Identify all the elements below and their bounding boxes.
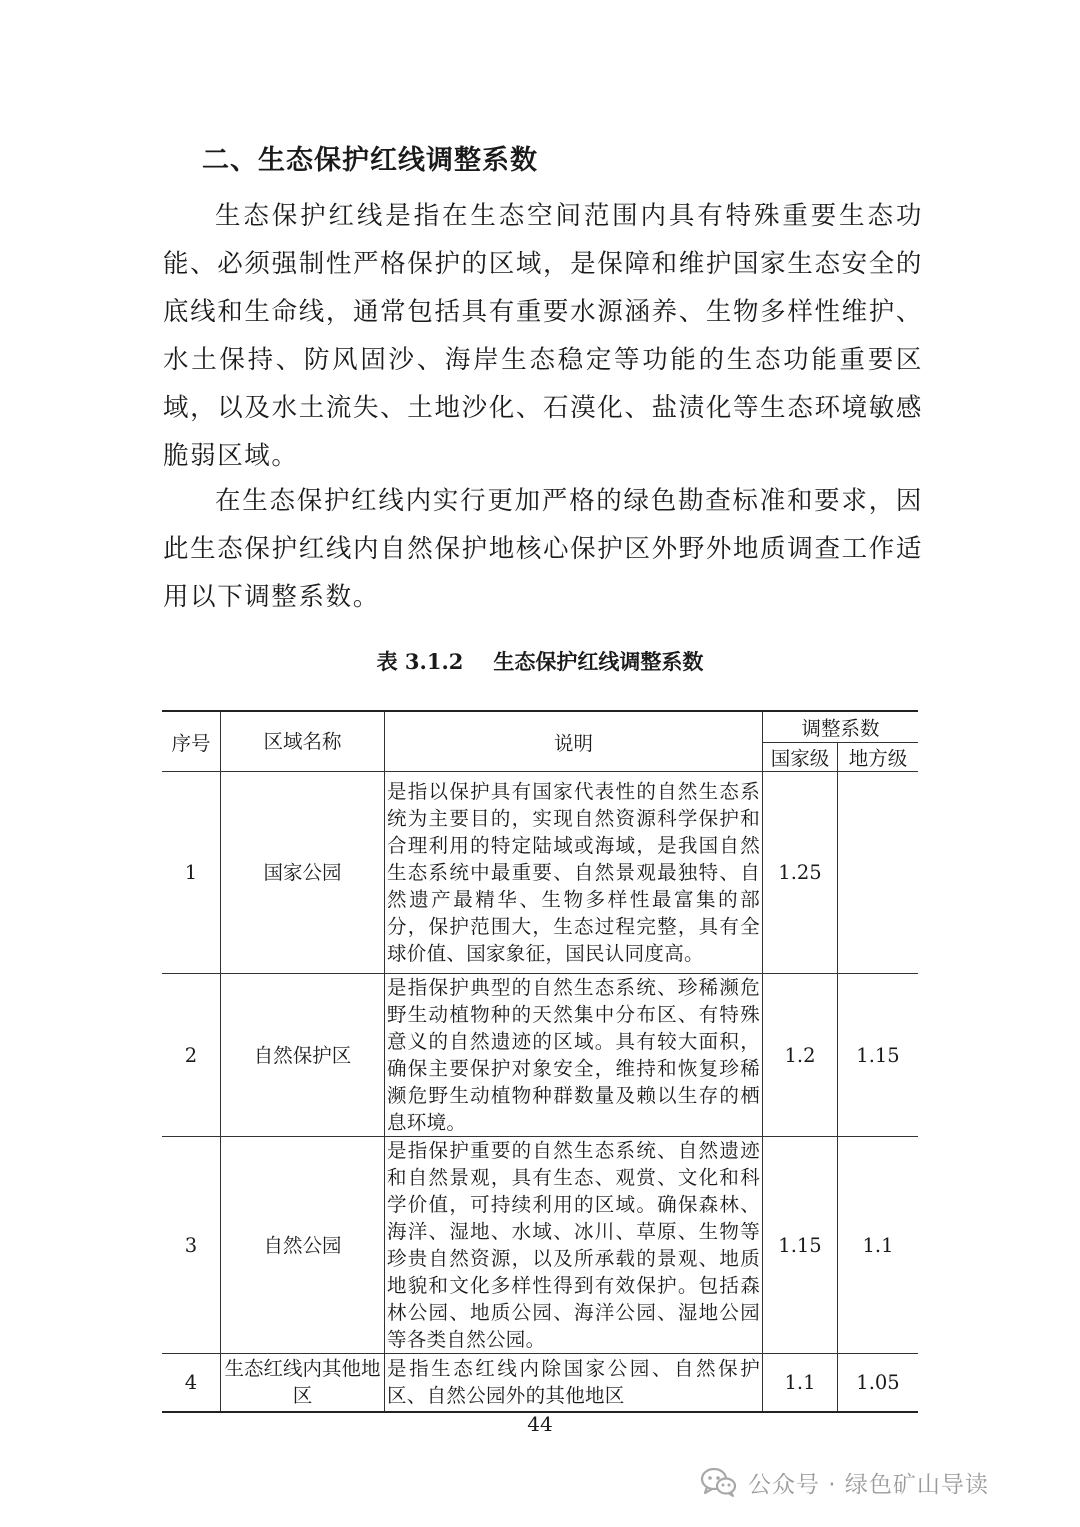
wechat-icon [700, 1466, 738, 1498]
cell-local: 1.05 [838, 1354, 919, 1412]
table-row [162, 1354, 918, 1412]
table-row [162, 772, 918, 974]
cell-national: 1.2 [763, 974, 838, 1137]
cell-description: 是指生态红线内除国家公园、自然保护区、自然公园外的其他地区 [385, 1354, 763, 1412]
cell-name: 国家公园 [221, 772, 385, 974]
header-national: 国家级 [763, 743, 838, 772]
watermark-text: 公众号 · 绿色矿山导读 [748, 1471, 989, 1498]
cell-description: 是指以保护具有国家代表性的自然生态系统为主要目的，实现自然资源科学保护和合理利用的特定陆域或海域，是我国自然生态系统中最重要、自然景观最独特、自然遗产最精华、生物多样性最富集的部分，保护范围大，生态过程完整，具有全球价值、国家象征，国民认同度高。 [385, 772, 763, 974]
cell-index: 3 [162, 1137, 221, 1354]
cell-national: 1.25 [763, 772, 838, 974]
cell-local [838, 772, 919, 974]
table-row [162, 1137, 918, 1354]
header-coef-group: 调整系数 [763, 711, 919, 743]
header-local: 地方级 [838, 743, 919, 772]
cell-description: 是指保护典型的自然生态系统、珍稀濒危野生动植物种的天然集中分布区、有特殊意义的自然遗迹的区域。具有较大面积，确保主要保护对象安全，维持和恢复珍稀濒危野生动植物种群数量及赖以生存的栖息环境。 [385, 974, 763, 1137]
watermark [700, 1462, 989, 1502]
cell-index: 4 [162, 1354, 221, 1412]
cell-national: 1.15 [763, 1137, 838, 1354]
cell-name: 生态红线内其他地区 [221, 1354, 385, 1412]
cell-index: 2 [162, 974, 221, 1137]
table-caption-title: 生态保护红线调整系数 [493, 650, 704, 674]
paragraph-requirement: 在生态保护红线内实行更加严格的绿色勘查标准和要求，因此生态保护红线内自然保护地核心保护区外野外地质调查工作适用以下调整系数。 [163, 486, 923, 612]
table-caption [0, 646, 1080, 676]
section-heading: 二、生态保护红线调整系数 [202, 145, 538, 176]
cell-description: 是指保护重要的自然生态系统、自然遗迹和自然景观，具有生态、观赏、文化和科学价值，可持续利用的区域。确保森林、海洋、湿地、水域、冰川、草原、生物等珍贵自然资源，以及所承载的景观、地质地貌和文化多样性得到有效保护。包括森林公园、地质公园、海洋公园、湿地公园等各类自然公园。 [385, 1137, 763, 1354]
table-caption-number: 表 3.1.2 [376, 649, 464, 674]
header-index: 序号 [162, 711, 221, 772]
cell-index: 1 [162, 772, 221, 974]
paragraph-definition: 生态保护红线是指在生态空间范围内具有特殊重要生态功能、必须强制性严格保护的区域，是保障和维护国家生态安全的底线和生命线，通常包括具有重要水源涵养、生物多样性维护、水土保持、防风固沙、海岸生态稳定等功能的生态功能重要区域，以及水土流失、土地沙化、石漠化、盐渍化等生态环境敏感脆弱区域。 [163, 201, 923, 471]
cell-local: 1.15 [838, 974, 919, 1137]
table-row [162, 974, 918, 1137]
cell-name-text: 自然保护区 [253, 1043, 352, 1067]
header-description: 说明 [385, 711, 763, 772]
cell-name: 自然公园 [221, 1137, 385, 1354]
cell-local: 1.1 [838, 1137, 919, 1354]
coefficient-table [162, 710, 918, 1413]
page-number: 44 [527, 1412, 553, 1436]
cell-name [221, 974, 385, 1137]
header-name: 区域名称 [221, 711, 385, 772]
cell-national: 1.1 [763, 1354, 838, 1412]
